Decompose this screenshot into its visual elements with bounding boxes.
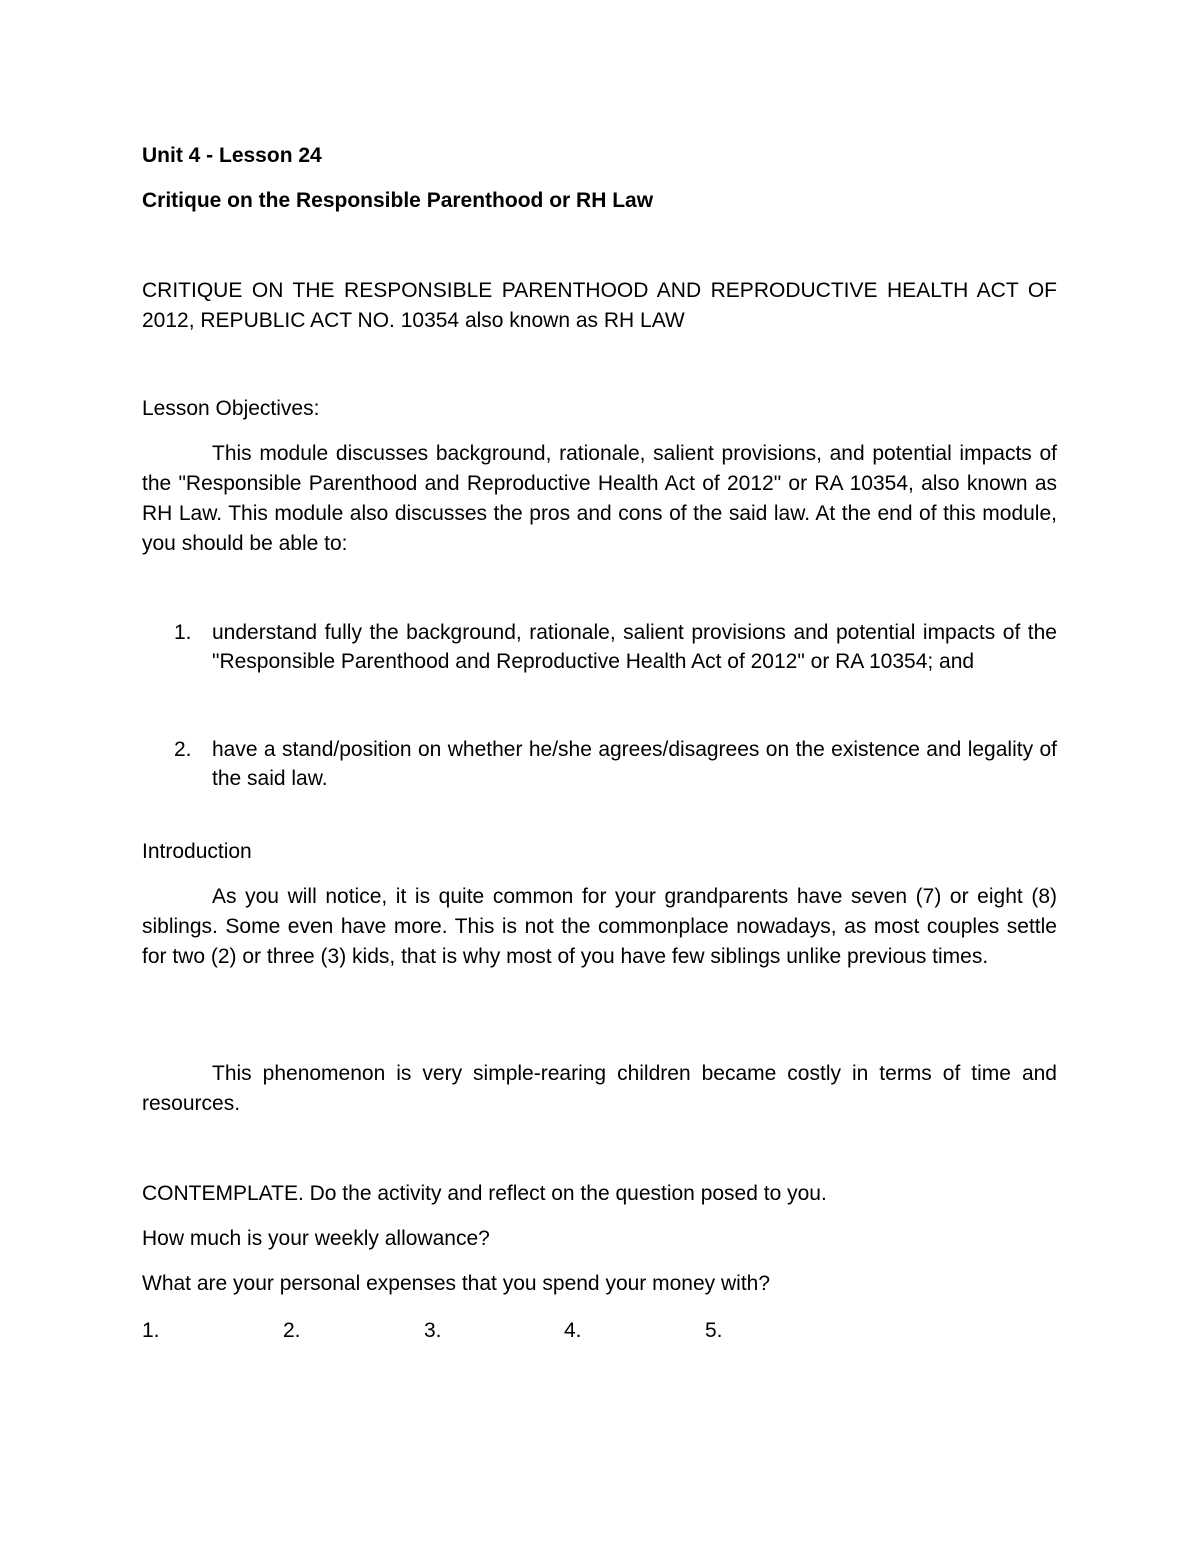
intro-paragraph-1: As you will notice, it is quite common for your grandparents have seven (7) or eight (8) siblings. Some even have more. This is not the commonplace nowadays, as most couples settle for two (2) or three (3) kids, that is why most of you have few siblings unlike previous times. <box>142 885 1057 968</box>
objective-list-item <box>142 618 1057 676</box>
unit-title: Unit 4 - Lesson 24 <box>142 144 322 167</box>
objectives-paragraph: This module discusses background, rationale, salient provisions, and potential impacts of the "Responsible Parenthood and Reproductive Health Act of 2012" or RA 10354, also known as RH Law. This module also discusses the pros and cons of the said law. At the end of this module, you should be able to: <box>142 442 1057 555</box>
objective-list-item <box>142 735 1057 793</box>
heading-caps: CRITIQUE ON THE RESPONSIBLE PARENTHOOD AND REPRODUCTIVE HEALTH ACT OF 2012, REPUBLIC ACT NO. 10354 also known as RH LAW <box>142 279 1057 332</box>
answer-number: 1. <box>142 1319 160 1342</box>
list-number: 1. <box>174 621 192 644</box>
answer-number: 4. <box>564 1319 582 1342</box>
answer-number: 3. <box>424 1319 442 1342</box>
list-text: have a stand/position on whether he/she agrees/disagrees on the existence and legality of the said law. <box>212 738 1057 790</box>
contemplate-instruction: CONTEMPLATE. Do the activity and reflect on the question posed to you. <box>142 1182 827 1205</box>
objectives-label: Lesson Objectives: <box>142 397 320 420</box>
list-text: understand fully the background, rationale, salient provisions and potential impacts of the "Responsible Parenthood and Reproductive Health Act of 2012" or RA 10354; and <box>212 621 1057 673</box>
answer-number: 2. <box>283 1319 301 1342</box>
question-weekly-allowance: How much is your weekly allowance? <box>142 1227 490 1250</box>
intro-paragraph-2: This phenomenon is very simple-rearing children became costly in terms of time and resources. <box>142 1062 1057 1115</box>
list-number: 2. <box>174 738 192 761</box>
lesson-title: Critique on the Responsible Parenthood or RH Law <box>142 189 654 212</box>
question-personal-expenses: What are your personal expenses that you spend your money with? <box>142 1272 771 1295</box>
answer-number: 5. <box>705 1319 723 1342</box>
introduction-label: Introduction <box>142 840 252 863</box>
